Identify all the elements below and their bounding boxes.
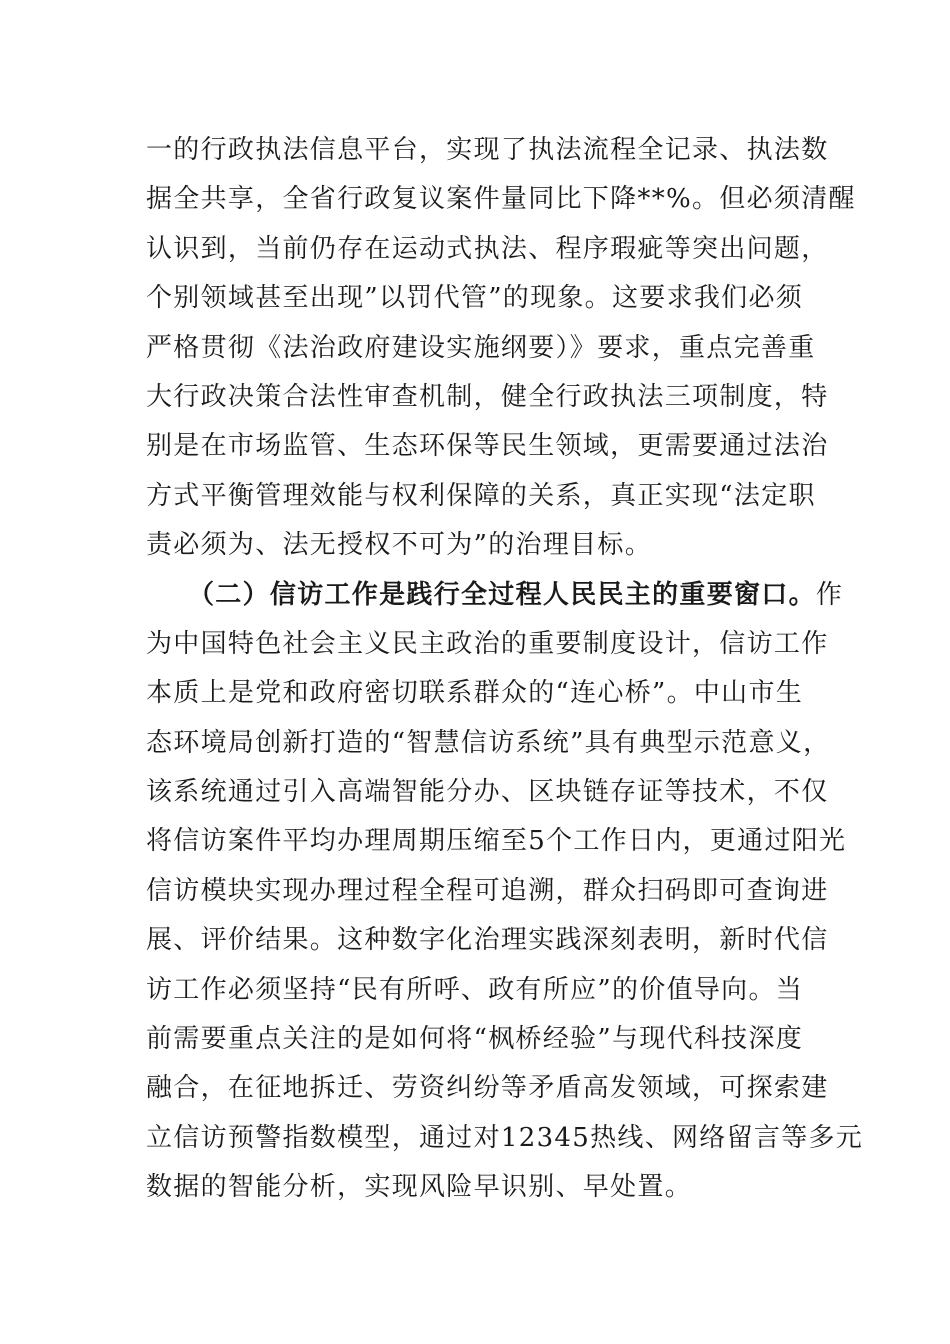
paragraph-line: 别是在市场监管、生态环保等民生领域，更需要通过法治 (146, 431, 829, 462)
paragraph-line: 融合，在征地拆迁、劳资纠纷等矛盾高发领域，可探索建 (146, 1073, 829, 1104)
paragraph-line: 本质上是党和政府密切联系群众的“连心桥”。中山市生 (146, 678, 804, 709)
paragraph-line: 数据的智能分析，实现风险早识别、早处置。 (146, 1172, 693, 1203)
paragraph-line: 访工作必须坚持“民有所呼、政有所应”的价值导向。当 (146, 974, 804, 1005)
paragraph-line: 大行政决策合法性审查机制，健全行政执法三项制度，特 (146, 381, 829, 412)
section-heading-line (146, 571, 844, 620)
paragraph-line: 展、评价结果。这种数字化治理实践深刻表明，新时代信 (146, 925, 829, 956)
paragraph-line: 为中国特色社会主义民主政治的重要制度设计，信访工作 (146, 628, 829, 659)
section-heading: （二）信访工作是践行全过程人民民主的重要窗口。 (188, 579, 816, 610)
section-first-line-rest: 作 (815, 579, 844, 610)
paragraph-line: 前需要重点关注的是如何将“枫桥经验”与现代科技深度 (146, 1024, 804, 1055)
paragraph-line: 责必须为、法无授权不可为”的治理目标。 (146, 530, 652, 561)
paragraph-line: 该系统通过引入高端智能分办、区块链存证等技术，不仅 (146, 777, 829, 808)
paragraph-line: 据全共享，全省行政复议案件量同比下降**%。但必须清醒 (146, 184, 856, 215)
paragraph-line: 方式平衡管理效能与权利保障的关系，真正实现“法定职 (146, 480, 816, 511)
document-body (146, 126, 864, 1213)
paragraph-line: 一的行政执法信息平台，实现了执法流程全记录、执法数 (146, 135, 829, 165)
paragraph-line: 个别领域甚至出现”以罚代管”的现象。这要求我们必须 (146, 283, 804, 314)
paragraph-line: 认识到，当前仍存在运动式执法、程序瑕疵等突出问题， (146, 233, 829, 264)
paragraph-line: 态环境局创新打造的“智慧信访系统”具有典型示范意义， (146, 727, 831, 758)
paragraph-line: 将信访案件平均办理周期压缩至5个工作日内，更通过阳光 (146, 826, 847, 857)
paragraph-line: 严格贯彻《法治政府建设实施纲要）》要求，重点完善重 (146, 332, 816, 363)
paragraph-line: 立信访预警指数模型，通过对12345热线、网络留言等多元 (146, 1122, 864, 1153)
paragraph-line: 信访模块实现办理过程全程可追溯，群众扫码即可查询进 (146, 875, 829, 906)
